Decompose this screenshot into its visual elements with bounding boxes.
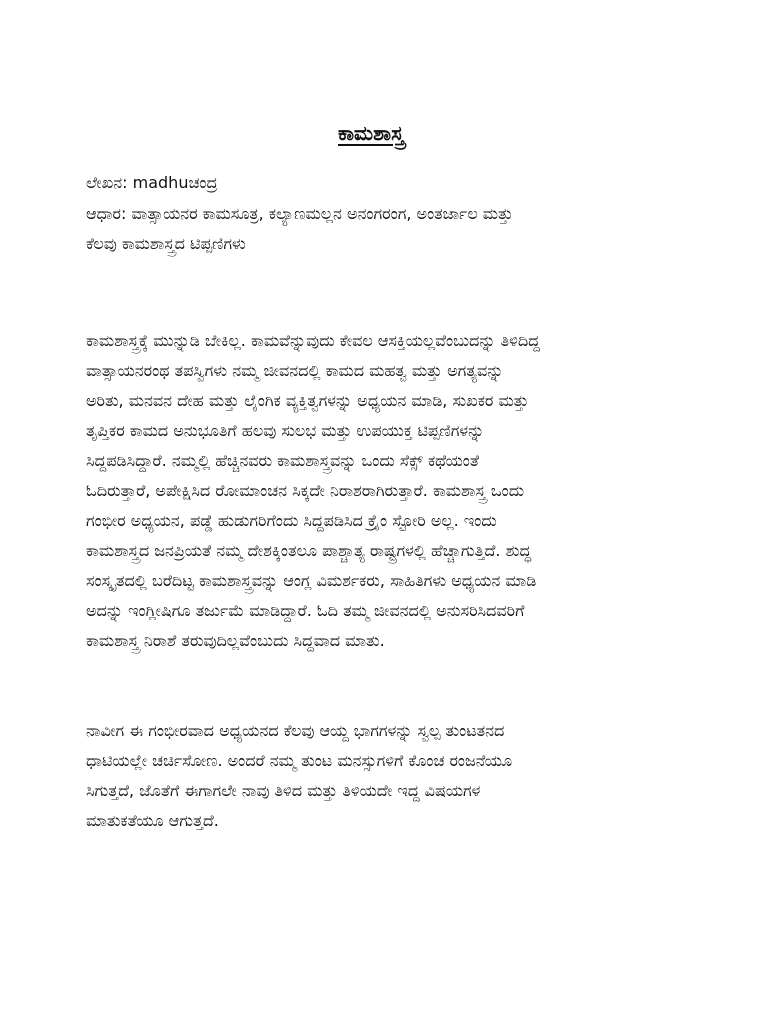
- paragraph-line: ಧಾಟಿಯಲ್ಲೇ ಚರ್ಚಿಸೋಣ. ಅಂದರೆ ನಮ್ಮ ತುಂಟ ಮನಸ್ಸುಗಳಿಗೆ ಕೊಂಚ ರಂಜನೆಯೂ: [86, 751, 513, 770]
- paragraph-line: ಓದಿರುತ್ತಾರೆ, ಅಪೇಕ್ಷಿಸಿದ ರೋಮಾಂಚನ ಸಿಕ್ಕದೇ ನಿರಾಶರಾಗಿರುತ್ತಾರೆ. ಕಾಮಶಾಸ್ತ್ರ ಒಂದು: [86, 481, 525, 500]
- source-line: ಆಧಾರ: ವಾತ್ಸಾಯನರ ಕಾಮಸೂತ್ರ, ಕಲ್ಯಾಣಮಲ್ಲನ ಅನಂಗರಂಗ, ಅಂತರ್ಜಾಲ ಮತ್ತು: [86, 204, 513, 223]
- paragraph-line: ಗಂಭೀರ ಅಧ್ಯಯನ, ಪಡ್ಡೆ ಹುಡುಗರಿಗೆಂದು ಸಿದ್ದಪಡಿಸಿದ ಕ್ರೈಂ ಸ್ಟೋರಿ ಅಲ್ಲ. ಇಂದು: [86, 511, 497, 530]
- paragraph-line: ಕಾಮಶಾಸ್ತ್ರಕ್ಕೆ ಮುನ್ನುಡಿ ಬೇಕಿಲ್ಲ. ಕಾಮವೆನ್ನುವುದು ಕೇವಲ ಆಸಕ್ತಿಯಲ್ಲವೆಂಬುದನ್ನು ತಿಳಿದಿದ್ದ: [86, 331, 540, 350]
- paragraph-line: ಅದನ್ನು ಇಂಗ್ಲೀಷಿಗೂ ತರ್ಜುಮೆ ಮಾಡಿದ್ದಾರೆ. ಓದಿ ತಮ್ಮ ಜೀವನದಲ್ಲಿ ಅನುಸರಿಸಿದವರಿಗೆ: [86, 601, 525, 620]
- paragraph-line: ತೃಪ್ತಿಕರ ಕಾಮದ ಅನುಭೂತಿಗೆ ಹಲವು ಸುಲಭ ಮತ್ತು ಉಪಯುಕ್ತ ಟಿಪ್ಪಣಿಗಳನ್ನು: [86, 421, 485, 440]
- paragraph-line: ಮಾತುಕತೆಯೂ ಆಗುತ್ತದೆ.: [86, 811, 219, 830]
- paragraph-line: ಸಿದ್ದಪಡಿಸಿದ್ದಾರೆ. ನಮ್ಮಲ್ಲಿ ಹೆಚ್ಚಿನವರು ಕಾಮಶಾಸ್ತ್ರವನ್ನು ಒಂದು ಸೆಕ್ಸ್ ಕಥೆಯಂತೆ: [86, 451, 479, 470]
- document-title: ಕಾಮಶಾಸ್ತ್ರ: [337, 121, 405, 145]
- source-line-continued: ಕೆಲವು ಕಾಮಶಾಸ್ತ್ರದ ಟಿಪ್ಪಣಿಗಳು: [86, 234, 246, 253]
- paragraph-line: ಕಾಮಶಾಸ್ತ್ರದ ಜನಪ್ರಿಯತೆ ನಮ್ಮ ದೇಶಕ್ಕಿಂತಲೂ ಪಾಶ್ಚಾತ್ಯ ರಾಷ್ಟ್ರಗಳಲ್ಲಿ ಹೆಚ್ಚಾಗುತ್ತಿದೆ. ಶುದ್ಧ: [86, 541, 532, 560]
- paragraph-line: ನಾವೀಗ ಈ ಗಂಭೀರವಾದ ಅಧ್ಯಯನದ ಕೆಲವು ಆಯ್ದ ಭಾಗಗಳನ್ನು ಸ್ವಲ್ಪ ತುಂಟತನದ: [86, 721, 505, 740]
- paragraph-intro: [86, 326, 686, 656]
- paragraph-line: ಅರಿತು, ಮನವನ ದೇಹ ಮತ್ತು ಲೈಂಗಿಕ ವ್ಯಕ್ತಿತ್ವಗಳನ್ನು ಅಧ್ಯಯನ ಮಾಡಿ, ಸುಖಕರ ಮತ್ತು: [86, 391, 529, 410]
- paragraph-outro: [86, 716, 686, 836]
- author-line: ಲೇಖನ: madhuಚಂದ್ರ: [86, 173, 218, 192]
- paragraph-line: ವಾತ್ಸಾಯನರಂಥ ತಪಸ್ವಿಗಳು ನಮ್ಮ ಜೀವನದಲ್ಲಿ ಕಾಮದ ಮಹತ್ವ ಮತ್ತು ಅಗತ್ಯವನ್ನು: [86, 361, 504, 380]
- paragraph-line: ಸಂಸ್ಕೃತದಲ್ಲಿ ಬರೆದಿಟ್ಟ ಕಾಮಶಾಸ್ತ್ರವನ್ನು ಆಂಗ್ಲ ವಿಮರ್ಶಕರು, ಸಾಹಿತಿಗಳು ಅಧ್ಯಯನ ಮಾಡಿ: [86, 571, 537, 590]
- paragraph-line: ಕಾಮಶಾಸ್ತ್ರ ನಿರಾಶೆ ತರುವುದಿಲ್ಲವೆಂಬುದು ಸಿದ್ದವಾದ ಮಾತು.: [86, 631, 385, 650]
- paragraph-line: ಸಿಗುತ್ತದೆ, ಜೊತೆಗೆ ಈಗಾಗಲೇ ನಾವು ತಿಳಿದ ಮತ್ತು ತಿಳಿಯದೇ ಇದ್ದ ವಿಷಯಗಳ: [86, 781, 481, 800]
